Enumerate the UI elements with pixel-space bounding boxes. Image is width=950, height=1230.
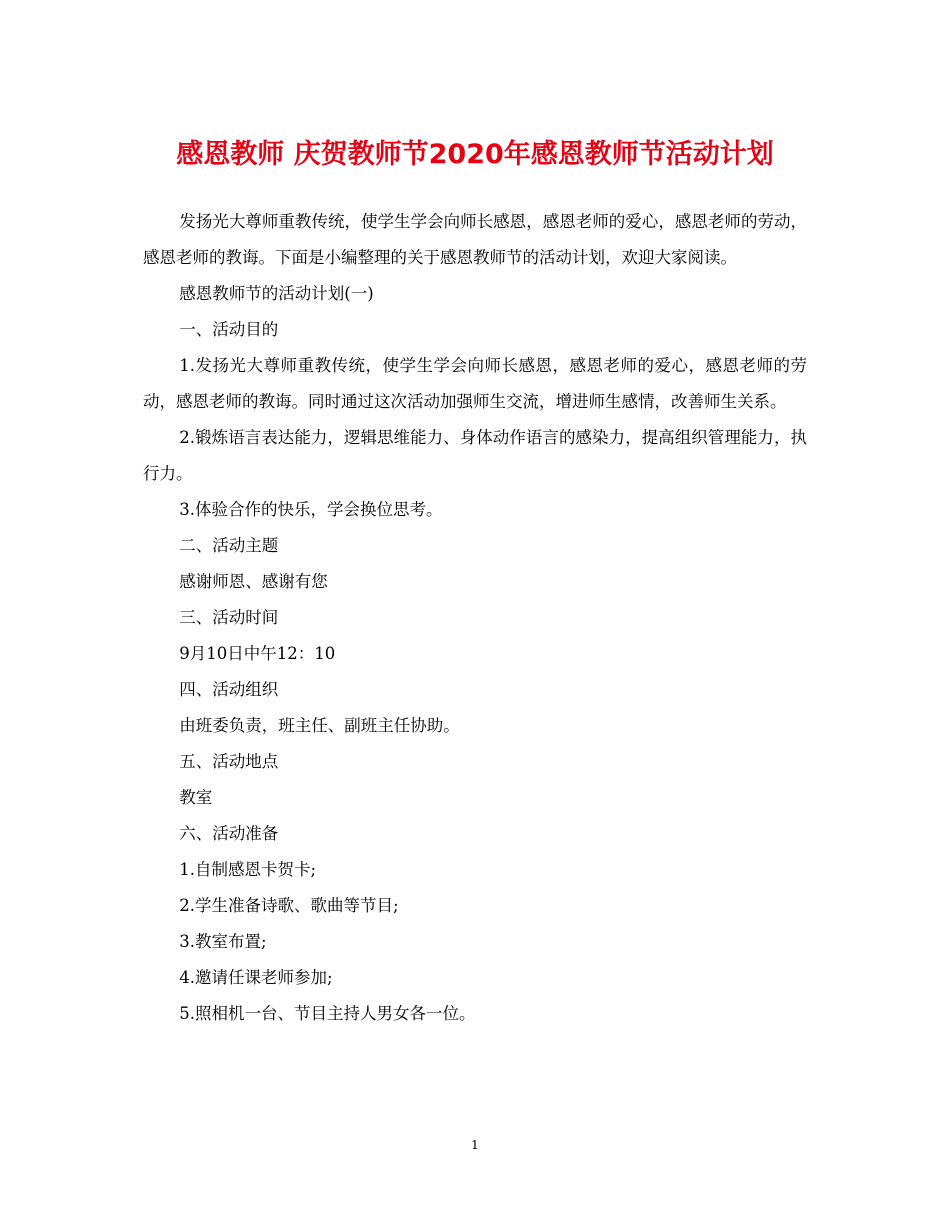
- list-item: 3.体验合作的快乐，学会换位思考。: [179, 500, 443, 519]
- page-number: 1: [471, 1138, 479, 1152]
- paragraph: 由班委负责，班主任、副班主任协助。: [179, 716, 460, 735]
- page-title: 感恩教师 庆贺教师节2020年感恩教师节活动计划: [176, 139, 774, 170]
- list-item: 1.自制感恩卡贺卡;: [179, 860, 317, 879]
- list-item: 3.教室布置;: [179, 932, 267, 951]
- list-item: 2.锻炼语言表达能力，逻辑思维能力、身体动作语言的感染力，提高组织管理能力，执行力。: [143, 428, 807, 483]
- section-heading: 四、活动组织: [179, 680, 279, 699]
- list-item: 5.照相机一台、节目主持人男女各一位。: [179, 1004, 476, 1023]
- list-item: 2.学生准备诗歌、歌曲等节目;: [179, 896, 399, 915]
- paragraph: 教室: [179, 788, 213, 807]
- intro-paragraph: 发扬光大尊师重教传统，使学生学会向师长感恩，感恩老师的爱心，感恩老师的劳动，感恩老师的教诲。下面是小编整理的关于感恩教师节的活动计划，欢迎大家阅读。: [143, 212, 807, 267]
- paragraph: 9月10日中午12：10: [179, 644, 336, 663]
- paragraph: 感谢师恩、感谢有您: [179, 572, 328, 591]
- section-heading: 一、活动目的: [179, 320, 279, 339]
- section-heading: 六、活动准备: [179, 824, 279, 843]
- section-heading: 感恩教师节的活动计划(一): [179, 284, 374, 303]
- section-heading: 五、活动地点: [179, 752, 279, 771]
- section-heading: 三、活动时间: [179, 608, 279, 627]
- section-heading: 二、活动主题: [179, 536, 279, 555]
- list-item: 1.发扬光大尊师重教传统，使学生学会向师长感恩，感恩老师的爱心，感恩老师的劳动，感恩老师的教诲。同时通过这次活动加强师生交流，增进师生感情，改善师生关系。: [143, 356, 807, 411]
- list-item: 4.邀请任课老师参加;: [179, 968, 333, 987]
- document-body: [143, 204, 807, 1032]
